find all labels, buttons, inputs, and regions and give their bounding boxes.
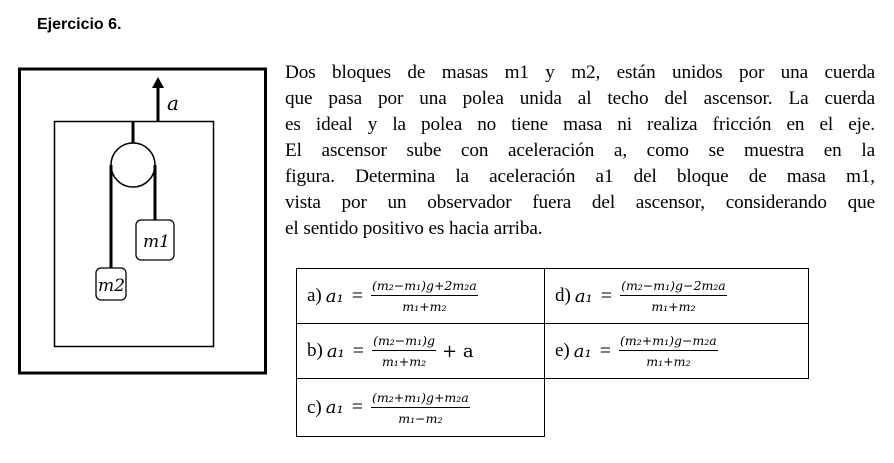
option-equals: = [599, 339, 611, 362]
fraction [371, 390, 470, 426]
fraction [371, 278, 478, 314]
option-lhs: a₁ [325, 285, 344, 307]
problem-line: es ideal y la polea no tiene masa ni realiza fricción en el eje. [285, 114, 875, 135]
acceleration-arrow-head [152, 77, 164, 88]
option-label: c) [307, 396, 322, 418]
option-lhs: a₁ [325, 397, 344, 418]
problem-line: que pasa por una polea unida al techo del ascensor. La cuerda [285, 88, 875, 109]
block-m2-label: m2 [98, 276, 125, 296]
fraction [620, 278, 727, 314]
option-a[interactable] [296, 268, 545, 324]
option-d[interactable] [544, 268, 809, 324]
option-lhs: a₁ [326, 340, 345, 362]
option-b[interactable] [296, 323, 545, 379]
fraction-numerator: (m₂+m₁)g−m₂a [619, 333, 718, 351]
pulley [111, 143, 155, 187]
option-suffix: + a [442, 340, 474, 362]
problem-line: figura. Determina la aceleración a1 del bloque de masa m1, [285, 166, 875, 187]
problem-statement [285, 60, 875, 242]
option-c[interactable] [296, 378, 545, 437]
fraction-denominator: m₁−m₂ [398, 410, 443, 426]
fraction-numerator: (m₂−m₁)g−2m₂a [620, 278, 727, 296]
fraction-denominator: m₁+m₂ [381, 354, 427, 369]
option-label: b) [307, 340, 323, 361]
acceleration-label: a [167, 91, 179, 115]
option-label: e) [555, 340, 570, 361]
fraction-denominator: m₁+m₂ [402, 299, 447, 314]
option-label: a) [307, 285, 322, 306]
fraction-denominator: m₁+m₂ [646, 354, 691, 369]
problem-line: El ascensor sube con aceleración a, como se muestra en la [285, 140, 875, 161]
fraction [372, 333, 436, 369]
option-lhs: a₁ [574, 285, 593, 307]
fraction-numerator: (m₂−m₁)g [372, 333, 436, 351]
option-equals: = [351, 284, 363, 307]
option-lhs: a₁ [573, 340, 592, 362]
problem-line: Dos bloques de masas m1 y m2, están unidos por una cuerda [285, 62, 875, 83]
block-m1-label: m1 [143, 232, 170, 252]
problem-line: el sentido positivo es hacia arriba. [285, 218, 543, 239]
option-equals: = [351, 396, 363, 418]
option-label: d) [555, 285, 571, 306]
problem-line: vista por un observador fuera del ascensor, considerando que [285, 192, 875, 213]
fraction-denominator: m₁+m₂ [651, 299, 696, 314]
fraction [619, 333, 718, 369]
option-equals: = [352, 339, 365, 362]
option-equals: = [600, 284, 613, 307]
fraction-numerator: (m₂−m₁)g+2m₂a [371, 278, 478, 296]
exercise-title: Ejercicio 6. [37, 16, 122, 33]
option-e[interactable] [544, 323, 809, 379]
fraction-numerator: (m₂+m₁)g+m₂a [371, 390, 470, 408]
